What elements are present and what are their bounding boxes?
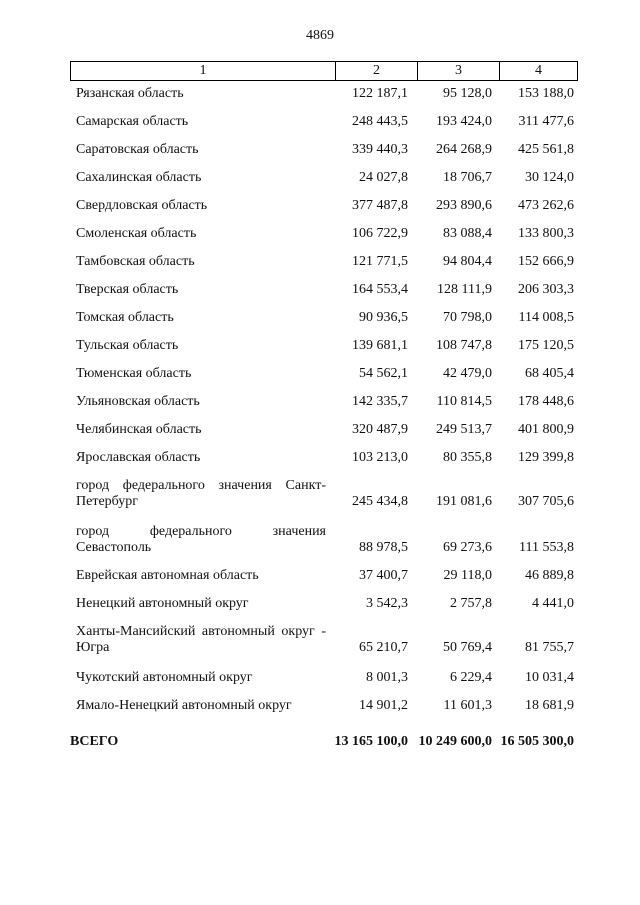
total-col-4: 16 505 300,0 bbox=[500, 734, 574, 749]
value-col-4: 178 448,6 bbox=[518, 394, 574, 409]
value-col-2: 164 553,4 bbox=[352, 282, 408, 297]
value-col-2: 65 210,7 bbox=[359, 640, 408, 655]
region-name: Челябинская область bbox=[76, 422, 202, 437]
value-col-2: 106 722,9 bbox=[352, 226, 408, 241]
value-col-2: 54 562,1 bbox=[359, 366, 408, 381]
region-name: Смоленская область bbox=[76, 226, 197, 241]
value-col-4: 114 008,5 bbox=[518, 310, 574, 325]
value-col-3: 83 088,4 bbox=[443, 226, 492, 241]
value-col-3: 70 798,0 bbox=[443, 310, 492, 325]
value-col-4: 46 889,8 bbox=[525, 568, 574, 583]
value-col-2: 88 978,5 bbox=[359, 540, 408, 555]
value-col-2: 248 443,5 bbox=[352, 114, 408, 129]
total-label: ВСЕГО bbox=[70, 734, 119, 749]
value-col-4: 81 755,7 bbox=[525, 640, 574, 655]
region-name: Тамбовская область bbox=[76, 254, 195, 269]
value-col-4: 10 031,4 bbox=[525, 670, 574, 685]
region-name: Саратовская область bbox=[76, 142, 199, 157]
region-name: Чукотский автономный округ bbox=[76, 670, 253, 685]
region-name: Ханты-Мансийский автономный округ - Югра bbox=[76, 624, 326, 655]
value-col-2: 37 400,7 bbox=[359, 568, 408, 583]
value-col-4: 30 124,0 bbox=[525, 170, 574, 185]
header-col-2: 2 bbox=[335, 62, 417, 80]
region-name: Сахалинская область bbox=[76, 170, 202, 185]
value-col-2: 90 936,5 bbox=[359, 310, 408, 325]
value-col-2: 103 213,0 bbox=[352, 450, 408, 465]
value-col-3: 80 355,8 bbox=[443, 450, 492, 465]
value-col-2: 121 771,5 bbox=[352, 254, 408, 269]
region-name: Ямало-Ненецкий автономный округ bbox=[76, 698, 292, 713]
value-col-3: 94 804,4 bbox=[443, 254, 492, 269]
value-col-4: 473 262,6 bbox=[518, 198, 574, 213]
value-col-2: 122 187,1 bbox=[352, 86, 408, 101]
value-col-3: 128 111,9 bbox=[437, 282, 492, 297]
total-col-3: 10 249 600,0 bbox=[418, 734, 492, 749]
region-name: Тюменская область bbox=[76, 366, 192, 381]
table-header bbox=[70, 61, 578, 81]
value-col-3: 69 273,6 bbox=[443, 540, 492, 555]
value-col-3: 264 268,9 bbox=[436, 142, 492, 157]
value-col-2: 24 027,8 bbox=[359, 170, 408, 185]
value-col-3: 108 747,8 bbox=[436, 338, 492, 353]
value-col-2: 14 901,2 bbox=[359, 698, 408, 713]
value-col-3: 18 706,7 bbox=[443, 170, 492, 185]
value-col-4: 311 477,6 bbox=[518, 114, 574, 129]
value-col-4: 152 666,9 bbox=[518, 254, 574, 269]
value-col-4: 68 405,4 bbox=[525, 366, 574, 381]
value-col-2: 245 434,8 bbox=[352, 494, 408, 509]
region-name: Ульяновская область bbox=[76, 394, 200, 409]
value-col-2: 3 542,3 bbox=[366, 596, 408, 611]
value-col-4: 401 800,9 bbox=[518, 422, 574, 437]
value-col-4: 129 399,8 bbox=[518, 450, 574, 465]
region-name: Еврейская автономная область bbox=[76, 568, 259, 583]
value-col-3: 293 890,6 bbox=[436, 198, 492, 213]
value-col-3: 110 814,5 bbox=[436, 394, 492, 409]
value-col-3: 11 601,3 bbox=[443, 698, 492, 713]
region-name: Тульская область bbox=[76, 338, 179, 353]
header-col-4: 4 bbox=[499, 62, 577, 80]
value-col-4: 153 188,0 bbox=[518, 86, 574, 101]
region-name: Рязанская область bbox=[76, 86, 184, 101]
value-col-2: 339 440,3 bbox=[352, 142, 408, 157]
value-col-3: 95 128,0 bbox=[443, 86, 492, 101]
value-col-3: 29 118,0 bbox=[443, 568, 492, 583]
value-col-3: 191 081,6 bbox=[436, 494, 492, 509]
value-col-4: 133 800,3 bbox=[518, 226, 574, 241]
region-name: город федерального значения Санкт-Петербург bbox=[76, 478, 326, 509]
value-col-4: 175 120,5 bbox=[518, 338, 574, 353]
value-col-2: 377 487,8 bbox=[352, 198, 408, 213]
value-col-4: 18 681,9 bbox=[525, 698, 574, 713]
region-name: Ярославская область bbox=[76, 450, 201, 465]
value-col-3: 50 769,4 bbox=[443, 640, 492, 655]
value-col-4: 307 705,6 bbox=[518, 494, 574, 509]
header-col-3: 3 bbox=[417, 62, 499, 80]
value-col-2: 8 001,3 bbox=[366, 670, 408, 685]
region-name: Тверская область bbox=[76, 282, 179, 297]
value-col-4: 111 553,8 bbox=[519, 540, 574, 555]
value-col-3: 2 757,8 bbox=[450, 596, 492, 611]
value-col-2: 142 335,7 bbox=[352, 394, 408, 409]
header-col-1: 1 bbox=[199, 63, 207, 78]
page-number: 4869 bbox=[306, 28, 334, 43]
region-name: город федерального значения Севастополь bbox=[76, 524, 326, 555]
value-col-4: 425 561,8 bbox=[518, 142, 574, 157]
value-col-2: 320 487,9 bbox=[352, 422, 408, 437]
region-name: Томская область bbox=[76, 310, 174, 325]
value-col-2: 139 681,1 bbox=[352, 338, 408, 353]
value-col-4: 4 441,0 bbox=[532, 596, 574, 611]
value-col-4: 206 303,3 bbox=[518, 282, 574, 297]
value-col-3: 6 229,4 bbox=[450, 670, 492, 685]
total-col-2: 13 165 100,0 bbox=[334, 734, 408, 749]
value-col-3: 249 513,7 bbox=[436, 422, 492, 437]
region-name: Самарская область bbox=[76, 114, 189, 129]
region-name: Свердловская область bbox=[76, 198, 208, 213]
region-name: Ненецкий автономный округ bbox=[76, 596, 249, 611]
value-col-3: 42 479,0 bbox=[443, 366, 492, 381]
value-col-3: 193 424,0 bbox=[436, 114, 492, 129]
